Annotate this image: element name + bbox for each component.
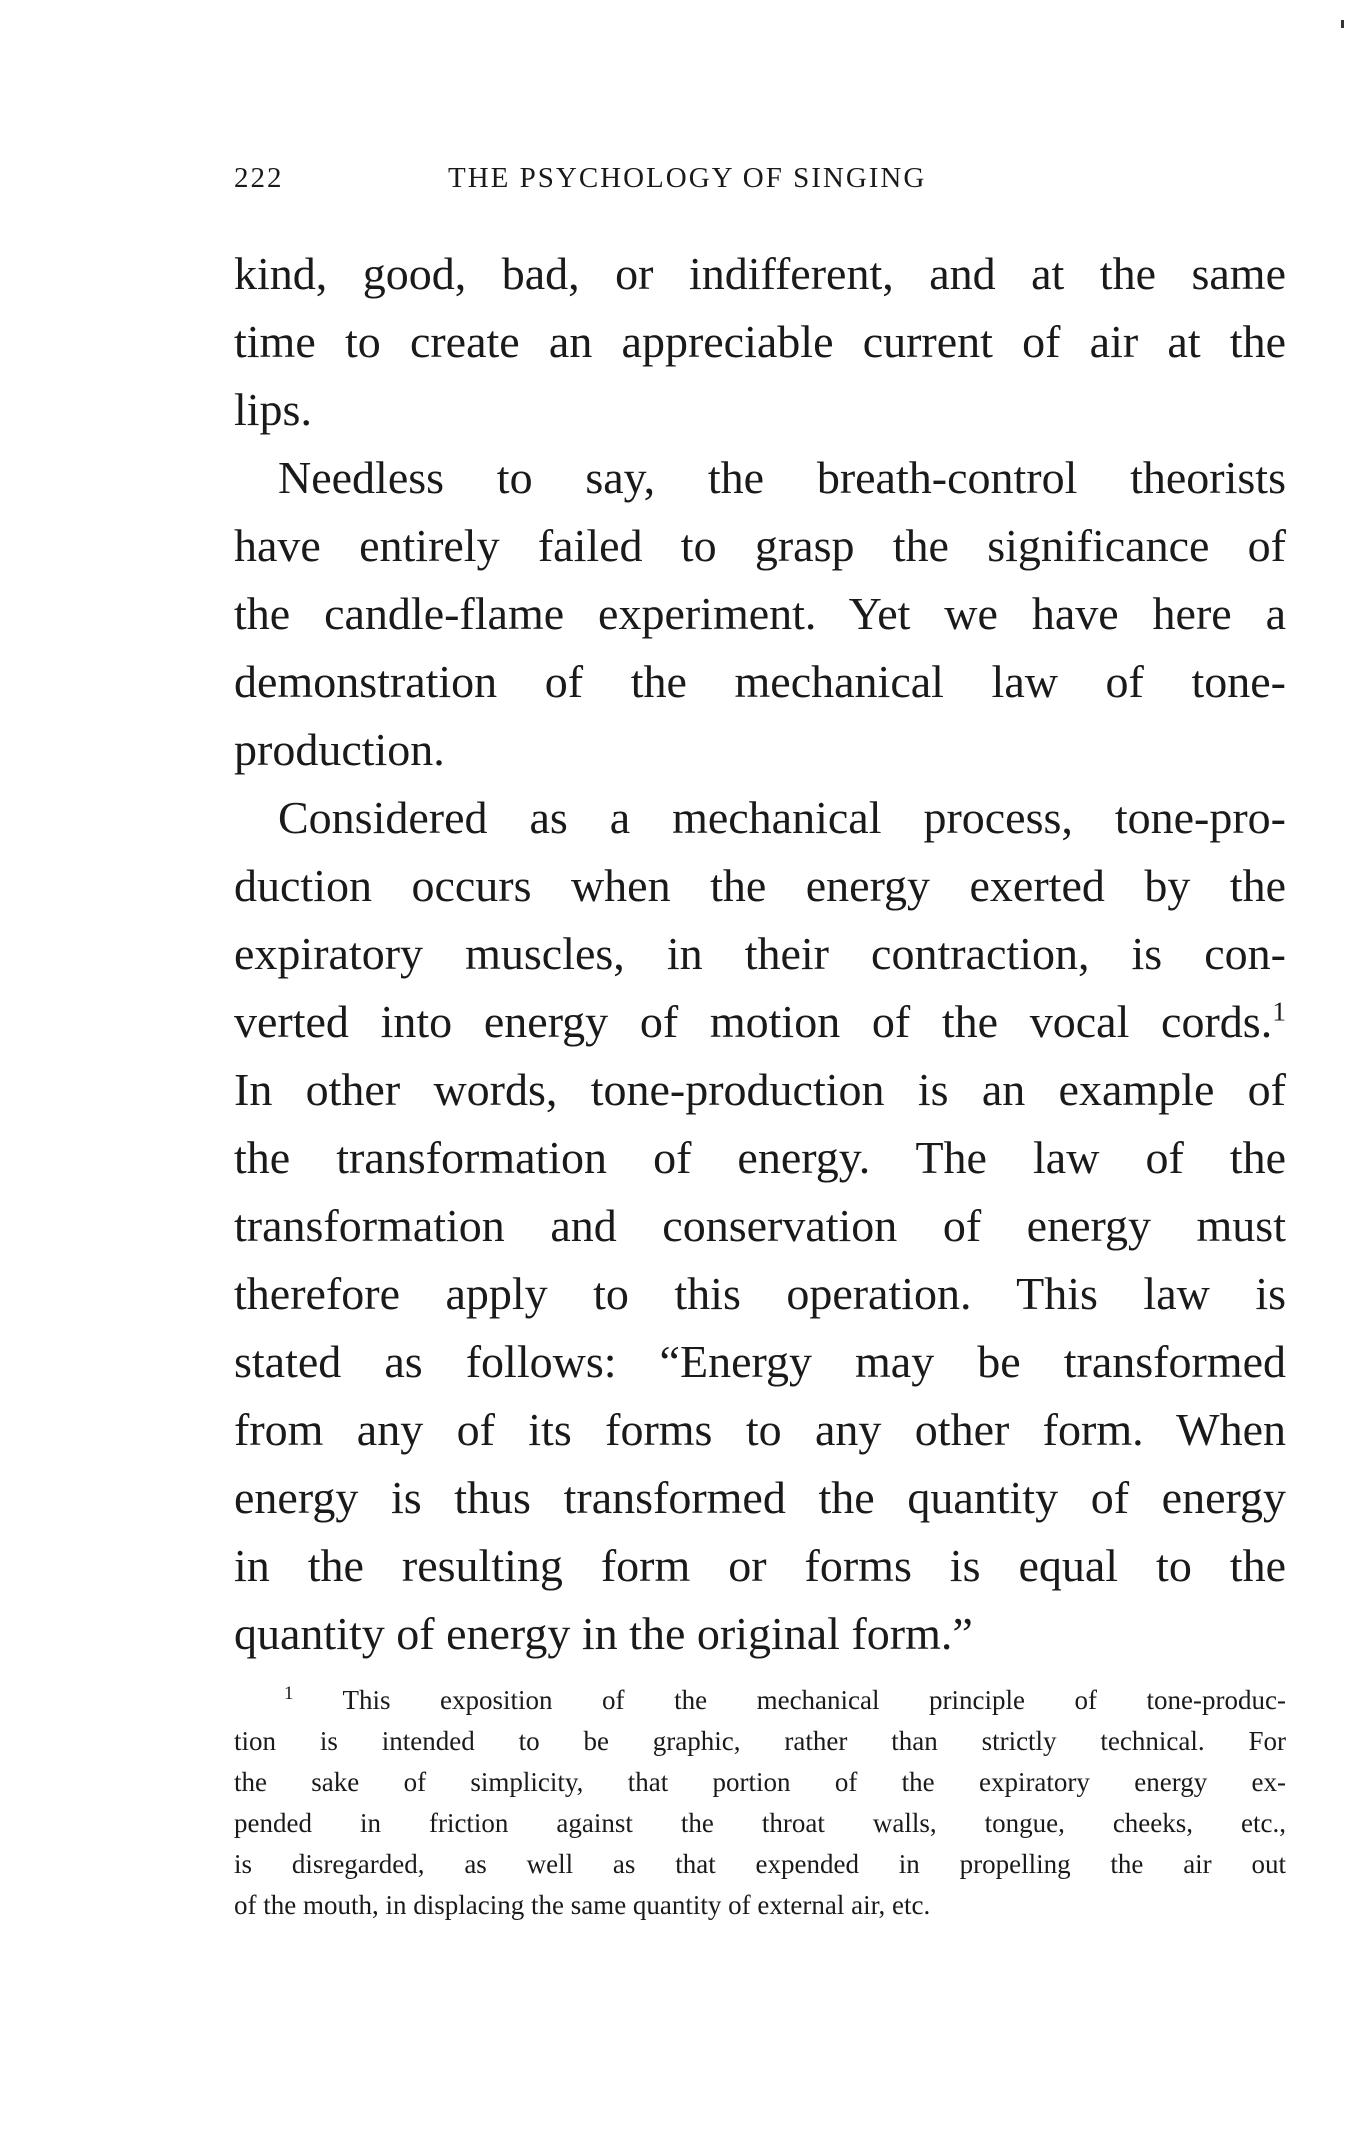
text-line: expiratory muscles, in their contraction, is con- (234, 928, 1286, 979)
line-text: verted into energy of motion of the vocal cords. (234, 996, 1273, 1047)
running-head (234, 162, 1294, 202)
footnote-marker: 1 (284, 1683, 294, 1704)
footnote-line: of the mouth, in displacing the same quantity of external air, etc. (234, 1890, 931, 1920)
text-line: the transformation of energy. The law of the (234, 1132, 1286, 1183)
footnote-line: is disregarded, as well as that expended in propelling the air out (234, 1849, 1286, 1879)
paragraph-start-line: Considered as a mechanical process, tone-pro- (278, 792, 1286, 843)
text-line: lips. (234, 384, 312, 435)
paragraph-start-line: Needless to say, the breath-control theorists (278, 452, 1286, 503)
text-line-with-footnote-ref (234, 988, 1286, 1056)
scan-edge-mark (1341, 20, 1344, 28)
footnote (234, 1680, 1286, 1926)
text-line: duction occurs when the energy exerted by the (234, 860, 1286, 911)
text-line: production. (234, 724, 445, 775)
footnote-line: the sake of simplicity, that portion of the expiratory energy ex- (234, 1767, 1286, 1797)
text-line: time to create an appreciable current of air at the (234, 316, 1286, 367)
body-text (234, 240, 1286, 1668)
footnote-first-line (234, 1680, 1286, 1721)
footnote-reference[interactable]: 1 (1272, 995, 1286, 1027)
text-line: stated as follows: “Energy may be transformed (234, 1336, 1286, 1387)
page-number: 222 (234, 162, 284, 194)
footnote-line: pended in friction against the throat walls, tongue, cheeks, etc., (234, 1808, 1286, 1838)
text-line: the candle-flame experiment. Yet we have here a (234, 588, 1286, 639)
text-line: transformation and conservation of energy must (234, 1200, 1286, 1251)
text-line: demonstration of the mechanical law of tone- (234, 656, 1286, 707)
text-line: from any of its forms to any other form. When (234, 1404, 1286, 1455)
running-title: THE PSYCHOLOGY OF SINGING (448, 162, 927, 194)
text-line: have entirely failed to grasp the significance of (234, 520, 1286, 571)
text-line: in the resulting form or forms is equal to the (234, 1540, 1286, 1591)
text-line: quantity of energy in the original form.” (234, 1608, 973, 1659)
footnote-line: tion is intended to be graphic, rather than strictly technical. For (234, 1726, 1286, 1756)
footnote-line-text: This exposition of the mechanical principle of tone-produc- (342, 1685, 1286, 1715)
text-line: kind, good, bad, or indifferent, and at the same (234, 248, 1286, 299)
text-line: In other words, tone-production is an example of (234, 1064, 1286, 1115)
text-line: therefore apply to this operation. This law is (234, 1268, 1286, 1319)
text-line: energy is thus transformed the quantity of energy (234, 1472, 1286, 1523)
